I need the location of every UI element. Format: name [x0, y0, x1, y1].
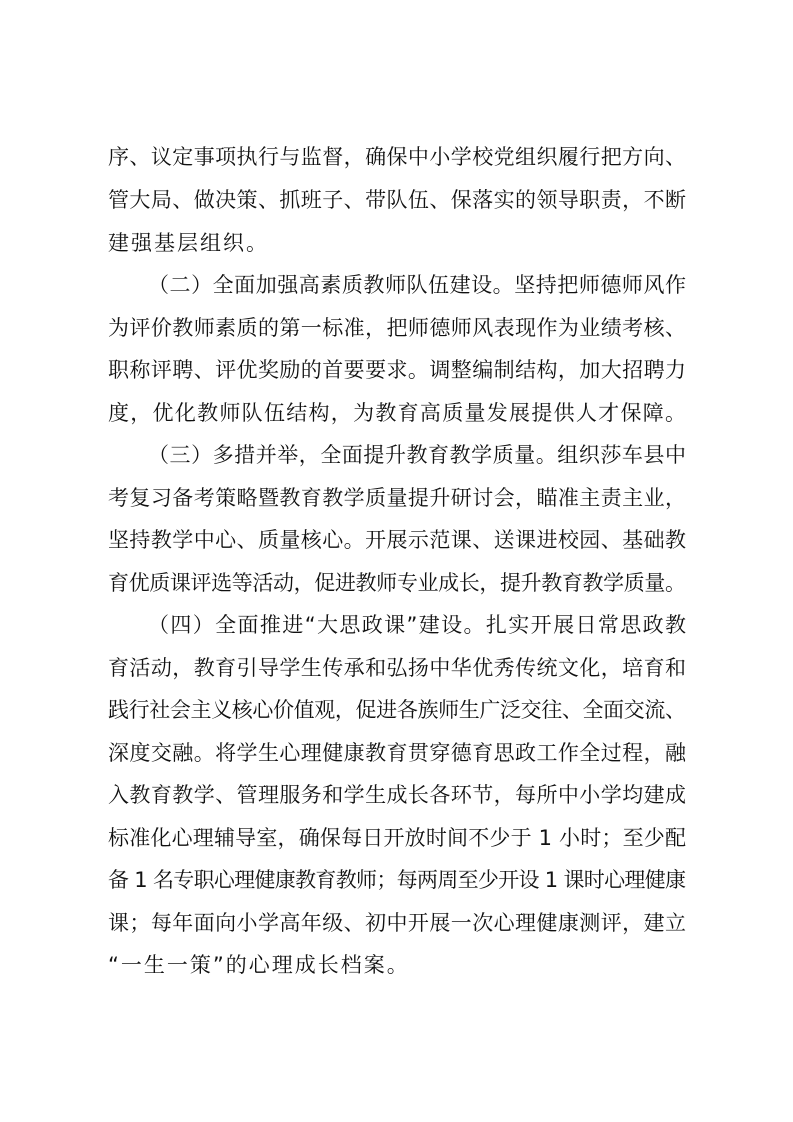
paragraph-4-line-6: 标准化心理辅导室，确保每日开放时间不少于 1 小时；至少配	[108, 826, 687, 850]
paragraph-2-line-3: 职称评聘、评优奖励的首要要求。调整编制结构，加大招聘力	[108, 358, 687, 382]
paragraph-4-line-2: 育活动，教育引导学生传承和弘扬中华优秀传统文化，培育和	[108, 656, 687, 680]
paragraph-2-line-1: （二）全面加强高素质教师队伍建设。坚持把师德师风作	[148, 273, 687, 297]
paragraph-3-line-3: 坚持教学中心、质量核心。开展示范课、送课进校园、基础教	[108, 528, 687, 552]
paragraph-4-line-5: 入教育教学、管理服务和学生成长各环节，每所中小学均建成	[108, 783, 687, 807]
paragraph-4-line-9: “一生一策”的心理成长档案。	[108, 953, 410, 977]
paragraph-4-line-8: 课；每年面向小学高年级、初中开展一次心理健康测评，建立	[108, 911, 687, 935]
paragraph-1-line-2: 管大局、做决策、抓班子、带队伍、保落实的领导职责，不断	[108, 188, 687, 212]
paragraph-4-line-3: 践行社会主义核心价值观，促进各族师生广泛交往、全面交流、	[108, 698, 686, 722]
paragraph-4-line-1: （四）全面推进“大思政课”建设。扎实开展日常思政教	[148, 613, 688, 637]
paragraph-2-line-2: 为评价教师素质的第一标准，把师德师风表现作为业绩考核、	[108, 316, 687, 340]
paragraph-3-line-1: （三）多措并举，全面提升教育教学质量。组织莎车县中	[148, 443, 687, 467]
paragraph-4-line-4: 深度交融。将学生心理健康教育贯穿德育思政工作全过程，融	[108, 741, 687, 765]
paragraph-3-line-4: 育优质课评选等活动，促进教师专业成长，提升教育教学质量。	[108, 571, 686, 595]
paragraph-3-line-2: 考复习备考策略暨教育教学质量提升研讨会，瞄准主责主业，	[108, 486, 687, 510]
paragraph-1-line-3: 建强基层组织。	[108, 231, 269, 255]
paragraph-1-line-1: 序、议定事项执行与监督，确保中小学校党组织履行把方向、	[108, 145, 687, 169]
paragraph-2-line-4: 度，优化教师队伍结构，为教育高质量发展提供人才保障。	[108, 401, 688, 425]
paragraph-4-line-7: 备 1 名专职心理健康教育教师；每两周至少开设 1 课时心理健康	[108, 868, 686, 892]
